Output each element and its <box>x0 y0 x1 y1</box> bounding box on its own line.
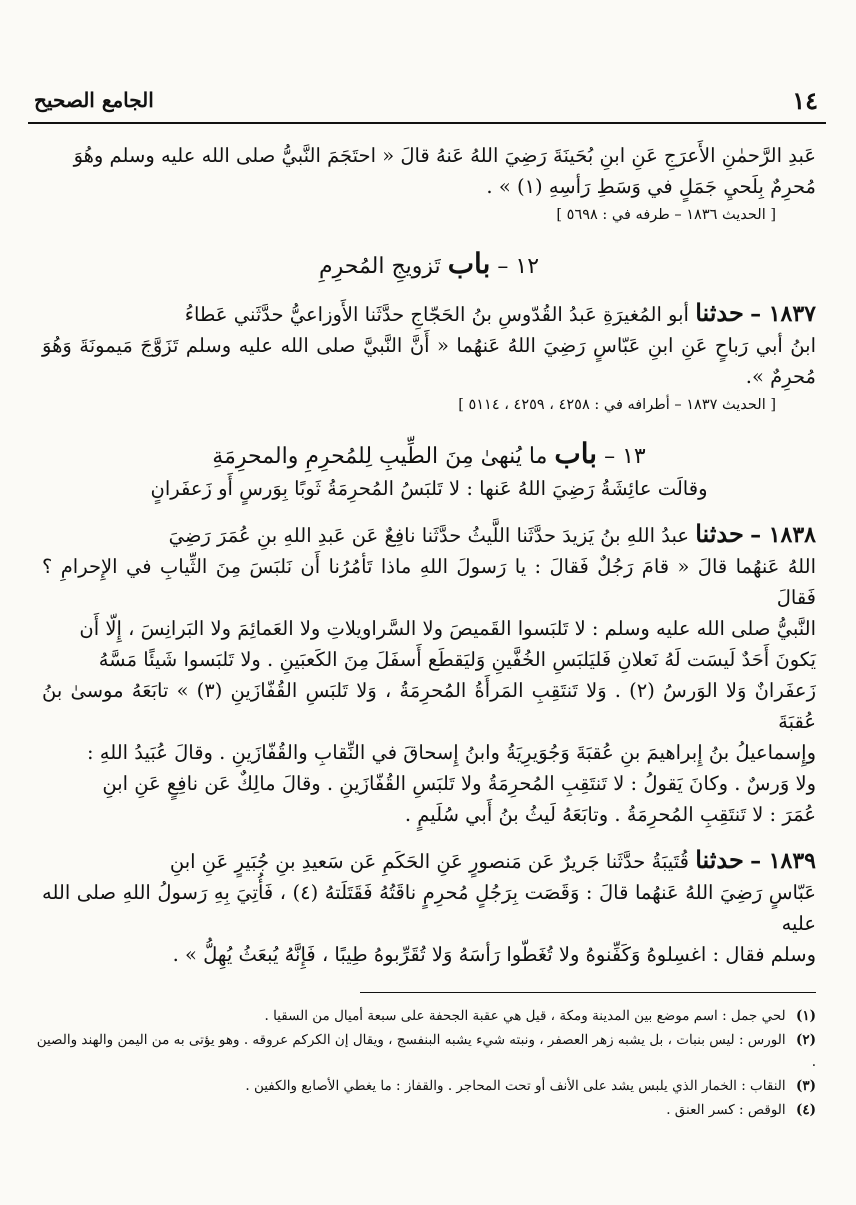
hadith-keyword: حدثنا <box>695 845 744 874</box>
chapter-heading <box>42 248 816 283</box>
footnote <box>34 1005 816 1027</box>
hadith-line: يَكونَ أَحَدٌ لَيسَت لَهُ نَعلانِ فَليَلبَسِ الخُفَّينِ وَليَقطَع أَسفَلَ مِنَ الكَعبَينِ . ولا تَلبَسوا شَيئًا مَسَّهُ <box>98 648 816 671</box>
main-text <box>42 140 816 970</box>
hadith-keyword: حدثنا <box>695 298 744 327</box>
hadith-reference: [ الحديث ١٨٣٦ – طرفه في : ٥٦٩٨ ] <box>556 207 776 223</box>
text-line: مُحرِمٌ بِلَحيِ جَمَلٍ في وَسَطِ رَأسِهِ (١) » . <box>486 175 816 198</box>
hadith-line <box>42 518 816 551</box>
footnote-number: (٢) <box>795 1032 816 1048</box>
footnotes <box>34 1005 816 1123</box>
chapter-heading <box>42 438 816 473</box>
page-number: ١٤ <box>792 86 818 115</box>
footnote-text: النقاب : الخمار الذي يلبس يشد على الأنف أو تحت المحاجر . والقفاز : ما يغطي الأصابع والكفين . <box>245 1078 786 1094</box>
text-line: عَبدِ الرَّحمٰنِ الأَعرَجِ عَنِ ابنِ بُحَينَةَ رَضِيَ اللهُ عَنهُ قالَ « احتَجَمَ النَّبيُّ صلى الله عليه وسلم وهُوَ <box>73 144 816 167</box>
hadith-number: ١٨٣٨ – <box>750 522 816 548</box>
page-header <box>28 84 826 118</box>
running-title: الجامع الصحيح <box>34 88 154 112</box>
footnote-text: الورس : ليس بنبات ، بل يشبه زهر العصفر ، ونبته شيء يشبه البنفسج ، ويقال إن الكركم عروقه . وهو يؤتى به من اليمن والهند والصين . <box>36 1032 816 1070</box>
chapter-number: ١٣ – <box>604 444 646 469</box>
hadith-text: عبدُ اللهِ بنُ يَزيدَ حدَّثَنا اللَّيثُ حدَّثَنا نافِعٌ عَن عَبدِ اللهِ بنِ عُمَرَ رَضِيَ <box>168 524 689 547</box>
footnote-number: (١) <box>795 1008 816 1024</box>
footnote <box>34 1099 816 1121</box>
chapter-keyword: باب <box>554 437 598 470</box>
hadith-line: اللهُ عَنهُما قالَ « قامَ رَجُلٌ فَقالَ : يا رَسولَ اللهِ ماذا تَأمُرُنا أَن نَلبَسَ مِنَ الثِّيابِ في الإِحرامِ ؟ فَقالَ <box>42 555 816 609</box>
footnote <box>34 1029 816 1073</box>
hadith-line <box>42 297 816 330</box>
hadith-text: قُتَيبَةُ حدَّثَنا جَريرٌ عَن مَنصورٍ عَنِ الحَكَمِ عَن سَعيدِ بنِ جُبَيرٍ عَنِ ابنِ <box>169 850 689 873</box>
hadith-line: وسلم فقال : اغسِلوهُ وَكَفِّنوهُ ولا تُغَطّوا رَأسَهُ وَلا تُقَرِّبوهُ طِيبًا ، فَإِنَّهُ يُبعَثُ يُهِلُّ » . <box>172 943 816 966</box>
chapter-keyword: باب <box>447 247 491 280</box>
footnote <box>34 1075 816 1097</box>
hadith-reference: [ الحديث ١٨٣٧ – أطرافه في : ٤٢٥٨ ، ٤٢٥٩ ، ٥١١٤ ] <box>458 397 776 413</box>
hadith-line: النَّبيُّ صلى الله عليه وسلم : لا تَلبَسوا القَميصَ ولا السَّراويلاتِ ولا العَمائِمَ ولا البَرانِسَ ، إِلّا أَن <box>79 617 816 640</box>
footnote-number: (٣) <box>795 1078 816 1094</box>
hadith-number: ١٨٣٩ – <box>750 848 816 874</box>
chapter-title: تَزويجِ المُحرِمِ <box>318 254 441 279</box>
hadith-line: وإِسماعيلُ بنُ إِبراهيمَ بنِ عُقبَةَ وَجُوَيرِيَةُ وابنُ إِسحاقَ في النِّقابِ والقُفّازَينِ . وقالَ عُبَيدُ اللهِ : <box>87 741 816 764</box>
hadith-number: ١٨٣٧ – <box>750 301 816 327</box>
chapter-subline: وقالَت عائِشَةُ رَضِيَ اللهُ عَنها : لا تَلبَسُ المُحرِمَةُ ثَوبًا بِوَرسٍ أَو زَعفَرانٍ <box>150 477 708 500</box>
hadith-text: أبو المُغيرَةِ عَبدُ القُدّوسِ بنُ الحَجّاجِ حدَّثَنا الأَوزاعيُّ حدَّثَني عَطاءُ <box>184 303 689 326</box>
hadith-line: ابنُ أبي رَباحٍ عَنِ ابنِ عَبّاسٍ رَضِيَ اللهُ عَنهُما « أَنَّ النَّبيَّ صلى الله عليه وسلم تَزَوَّجَ مَيمونَةَ وَهُوَ مُحرِمٌ ». <box>42 334 816 388</box>
chapter-number: ١٢ – <box>497 254 540 279</box>
hadith-line: عَبّاسٍ رَضِيَ اللهُ عَنهُما قالَ : وَقَصَت بِرَجُلٍ مُحرِمٍ ناقَتُهُ فَقَتَلَتهُ (٤) ، فَأُتِيَ بِهِ رَسولُ اللهِ صلى الله عليه <box>42 881 816 935</box>
hadith-keyword: حدثنا <box>695 519 744 548</box>
hadith-line: عُمَرَ : لا تَنتَقِبِ المُحرِمَةُ . وتابَعَهُ لَيثُ بنُ أَبي سُلَيمٍ . <box>404 803 816 826</box>
hadith-line: زَعفَرانٌ وَلا الوَرسُ (٢) . وَلا تَنتَقِبِ المَرأَةُ المُحرِمَةُ ، وَلا تَلبَسِ القُفّازَينِ (٣) » تابَعَهُ موسىٰ بنُ عُقبَةَ <box>42 679 816 733</box>
footnote-rule <box>360 992 816 993</box>
header-rule <box>28 122 826 124</box>
chapter-title: ما يُنهىٰ مِنَ الطِّيبِ لِلمُحرِمِ والمحرِمَةِ <box>212 444 548 469</box>
hadith-line <box>42 844 816 877</box>
footnote-text: الوقص : كسر العنق . <box>666 1102 786 1118</box>
footnote-text: لحي جمل : اسم موضع بين المدينة ومكة ، قيل هي عقبة الجحفة على سبعة أميال من السقيا . <box>264 1008 786 1024</box>
hadith-line: ولا وَرسٌ . وكانَ يَقولُ : لا تَنتَقِبِ المُحرِمَةُ ولا تَلبَسِ القُفّازَينِ . وقالَ مالِكٌ عَن نافِعٍ عَنِ ابنِ <box>102 772 816 795</box>
footnote-number: (٤) <box>795 1102 816 1118</box>
